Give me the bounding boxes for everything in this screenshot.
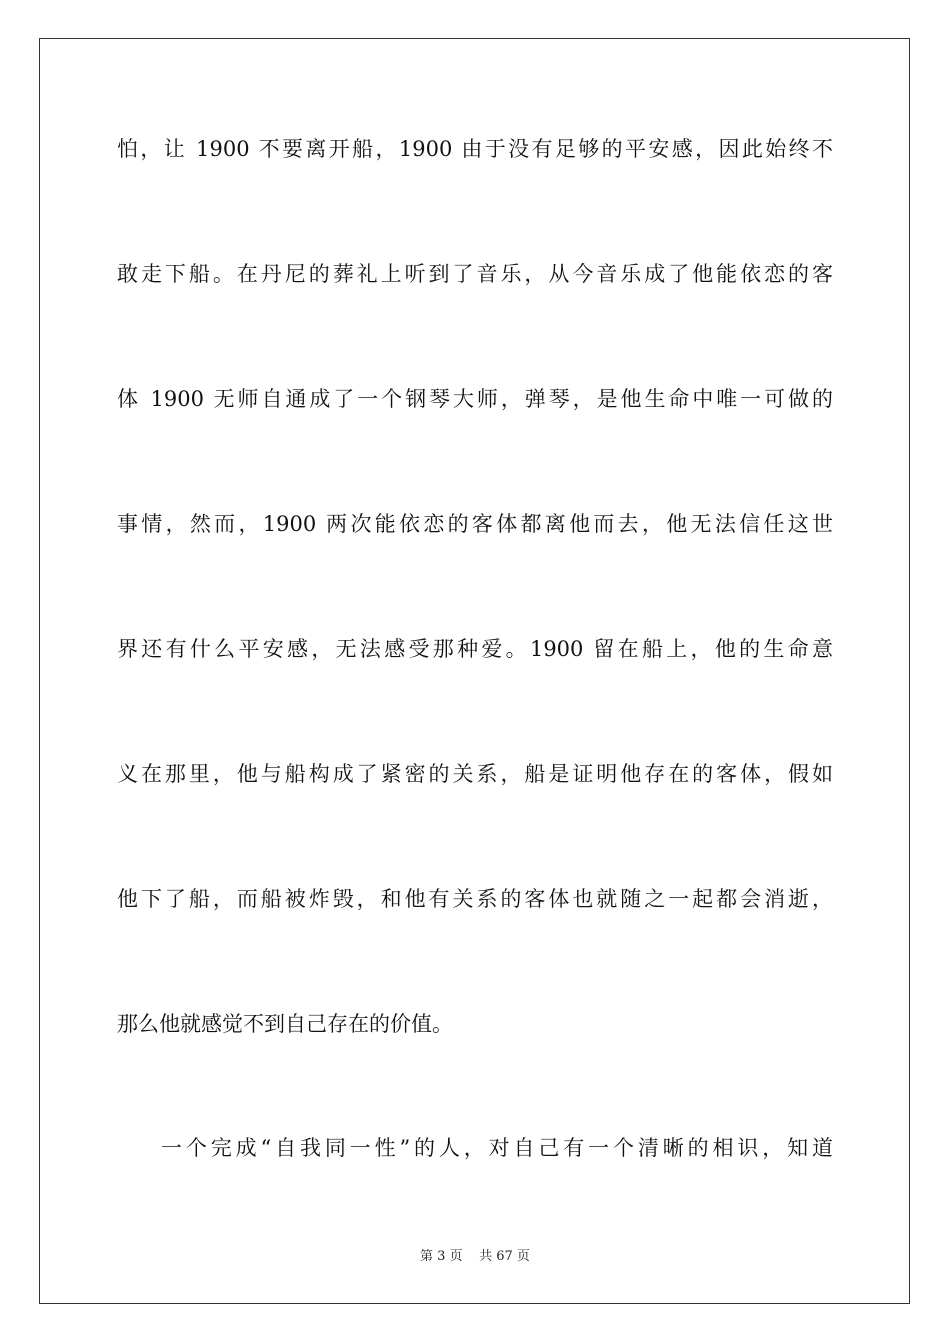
page-number: 第 3 页 (420, 1249, 463, 1264)
page-border (39, 38, 910, 1304)
body-line-4: 事情，然而，1900 两次能依恋的客体都离他而去，他无法信任这世 (117, 512, 833, 536)
body-line-1: 怕，让 1900 不要离开船，1900 由于没有足够的平安感，因此始终不 (117, 137, 833, 161)
page-footer (0, 1248, 950, 1266)
body-line-3: 体 1900 无师自通成了一个钢琴大师，弹琴，是他生命中唯一可做的 (117, 387, 833, 411)
body-line-6: 义在那里，他与船构成了紧密的关系，船是证明他存在的客体，假如 (117, 762, 833, 786)
body-line-7: 他下了船，而船被炸毁，和他有关系的客体也就随之一起都会消逝， (117, 887, 833, 911)
body-line-9: 一个完成“自我同一性”的人，对自己有一个清晰的相识，知道 (161, 1136, 833, 1160)
body-line-2: 敢走下船。在丹尼的葬礼上听到了音乐，从今音乐成了他能依恋的客 (117, 262, 833, 286)
page-total: 共 67 页 (479, 1249, 530, 1264)
body-line-8: 那么他就感觉不到自己存在的价值。 (117, 1012, 453, 1036)
body-line-5: 界还有什么平安感，无法感受那种爱。1900 留在船上，他的生命意 (117, 637, 833, 661)
